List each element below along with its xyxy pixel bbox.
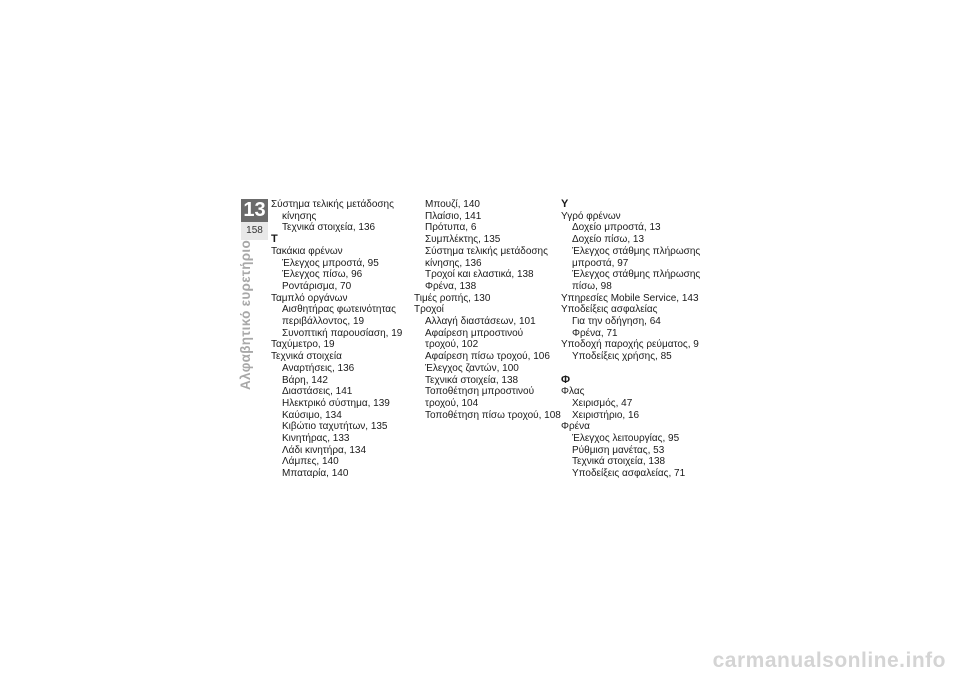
index-entry: Ταχύμετρο, 19	[271, 339, 335, 351]
index-spacer	[561, 363, 711, 375]
chapter-number: 13	[241, 199, 268, 222]
index-subentry: Λάδι κινητήρα, 134	[282, 444, 367, 456]
index-subentry: περιβάλλοντος, 19	[282, 316, 365, 328]
index-subentry: Βάρη, 142	[282, 374, 328, 386]
index-subentry: κίνησης, 136	[425, 257, 482, 269]
index-entry: Υποδείξεις ασφαλείας	[561, 304, 658, 316]
index-subentry: Αφαίρεση πίσω τροχού, 106	[425, 351, 550, 363]
index-subentry: Πρότυπα, 6	[425, 222, 477, 234]
index-subentry: Έλεγχος λειτουργίας, 95	[572, 433, 680, 445]
index-entry: Τακάκια φρένων	[271, 245, 343, 257]
index-subentry: Τεχνικά στοιχεία, 138	[425, 374, 519, 386]
index-entry: Φρένα	[561, 421, 590, 433]
index-entry: Τεχνικά στοιχεία	[271, 351, 342, 363]
index-subentry: μπροστά, 97	[572, 257, 629, 269]
index-letter-heading: Φ	[561, 373, 571, 386]
index-subentry: τροχού, 102	[425, 339, 479, 351]
watermark: carmanualsonline.info	[712, 649, 946, 672]
index-letter-heading: Υ	[561, 198, 569, 210]
index-subentry: Συμπλέκτης, 135	[425, 234, 501, 246]
index-entry: Σύστημα τελικής μετάδοσης	[271, 199, 394, 210]
index-entry: Φλας	[561, 386, 585, 398]
index-subentry: Τοποθέτηση μπροστινού	[425, 386, 535, 398]
index-entry: Υπηρεσίες Mobile Service, 143	[561, 292, 699, 304]
index-subentry: Τοποθέτηση πίσω τροχού, 108	[425, 409, 561, 421]
section-side-title: Αλφαβητικό ευρετήριο	[238, 239, 253, 390]
index-column-2	[414, 199, 559, 421]
index-subentry: Τροχοί και ελαστικά, 138	[425, 269, 534, 281]
index-subentry: Σύστημα τελικής μετάδοσης	[425, 245, 548, 257]
index-subentry: τροχού, 104	[425, 397, 479, 409]
index-subentry: Μπαταρία, 140	[282, 468, 349, 480]
index-subentry: Κιβώτιο ταχυτήτων, 135	[282, 421, 388, 433]
index-entry-continuation: κίνησης	[282, 210, 317, 222]
index-subentry: Ηλεκτρικό σύστημα, 139	[282, 397, 390, 409]
index-subentry: Έλεγχος ζαντών, 100	[425, 362, 519, 374]
index-subentry: Αισθητήρας φωτεινότητας	[282, 304, 396, 316]
index-subentry: Μπουζί, 140	[425, 199, 480, 210]
index-subentry: Υποδείξεις ασφαλείας, 71	[572, 468, 686, 480]
index-subentry: Έλεγχος στάθμης πλήρωσης	[572, 245, 701, 257]
index-subentry: Αλλαγή διαστάσεων, 101	[425, 316, 536, 328]
index-entry: Υποδοχή παροχής ρεύματος, 9	[561, 339, 699, 351]
index-column-1	[271, 199, 411, 480]
index-subentry: πίσω, 98	[572, 280, 612, 292]
index-subentry: Κινητήρας, 133	[282, 433, 350, 445]
index-subentry: Καύσιμο, 134	[282, 409, 342, 421]
index-subentry: Ροντάρισμα, 70	[282, 280, 352, 292]
index-subentry: Αφαίρεση μπροστινού	[425, 327, 524, 339]
index-subentry: Έλεγχος στάθμης πλήρωσης	[572, 269, 701, 281]
index-subentry: Συνοπτική παρουσίαση, 19	[282, 327, 403, 339]
index-subentry: Τεχνικά στοιχεία, 136	[282, 222, 376, 234]
index-subentry: Πλαίσιο, 141	[425, 210, 482, 222]
index-subentry: Ρύθμιση μανέτας, 53	[572, 444, 665, 456]
page-number: 158	[246, 225, 263, 236]
index-entry: Τιμές ροπής, 130	[414, 292, 491, 304]
index-subentry: Έλεγχος μπροστά, 95	[282, 257, 379, 269]
index-subentry: Φρένα, 71	[572, 327, 618, 339]
index-subentry: Δοχείο πίσω, 13	[572, 234, 645, 246]
index-subentry: Υποδείξεις χρήσης, 85	[572, 351, 672, 363]
index-subentry: Διαστάσεις, 141	[282, 386, 353, 398]
index-subentry: Χειριστήριο, 16	[572, 409, 640, 421]
index-entry: Τροχοί	[414, 304, 444, 316]
index-entry: Ταμπλό οργάνων	[271, 292, 348, 304]
index-letter-heading: Τ	[271, 233, 278, 246]
index-entry: Υγρό φρένων	[561, 210, 621, 222]
index-subentry: Φρένα, 138	[425, 280, 477, 292]
index-column-3	[561, 199, 711, 480]
chapter-tab	[241, 199, 268, 240]
index-subentry: Λάμπες, 140	[282, 456, 339, 468]
index-subentry: Έλεγχος πίσω, 96	[282, 269, 363, 281]
index-subentry: Χειρισμός, 47	[572, 397, 633, 409]
index-subentry: Για την οδήγηση, 64	[572, 316, 661, 328]
index-subentry: Αναρτήσεις, 136	[282, 362, 355, 374]
index-subentry: Δοχείο μπροστά, 13	[572, 222, 661, 234]
index-subentry: Τεχνικά στοιχεία, 138	[572, 456, 666, 468]
